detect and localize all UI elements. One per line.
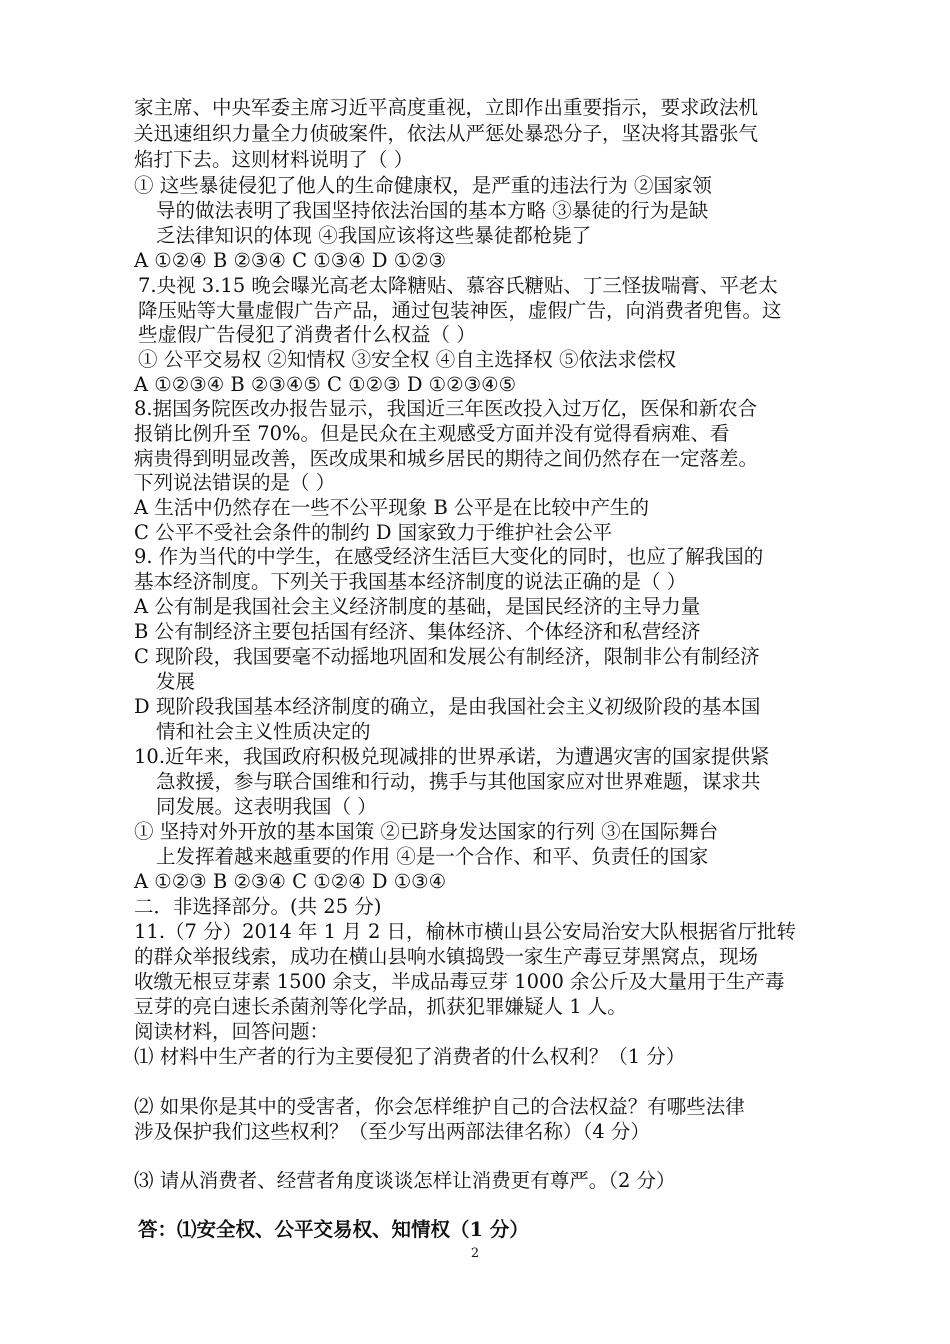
answer-line: 答：⑴安全权、公平交易权、知情权（1 分）: [138, 1218, 529, 1241]
question-10: 10.近年来，我国政府积极兑现减排的世界承诺，为遭遇灾害的国家提供紧: [134, 745, 770, 768]
section-heading: 二．非选择部分。(共 25 分): [134, 895, 382, 918]
text-line: 涉及保护我们这些权利？（至少写出两部法律名称）（4 分）: [134, 1120, 650, 1143]
text-line: 的群众举报线索，成功在横山县响水镇捣毁一家生产毒豆芽黑窝点，现场: [134, 945, 759, 968]
text-line: 上发挥着越来越重要的作用 ④是一个合作、和平、负责任的国家: [156, 845, 709, 868]
text-line: 豆芽的亮白速长杀菌剂等化学品，抓获犯罪嫌疑人 1 人。: [134, 995, 627, 1018]
text-line: D 现阶段我国基本经济制度的确立，是由我国社会主义初级阶段的基本国: [134, 695, 761, 718]
text-line: 降压贴等大量虚假广告产品，通过包装神医，虚假广告，向消费者兜售。这: [138, 299, 782, 322]
text-line: 下列说法错误的是（ ）: [134, 471, 336, 494]
text-line: A ①②③④ B ②③④⑤ C ①②③ D ①②③④⑤: [134, 373, 517, 396]
text-line: ① 公平交易权 ②知情权 ③安全权 ④自主选择权 ⑤依法求偿权: [138, 348, 676, 371]
question-8: 8.据国务院医改办报告显示，我国近三年医改投入过万亿，医保和新农合: [134, 397, 758, 420]
page-number: 2: [470, 1246, 480, 1261]
text-line: A 公有制是我国社会主义经济制度的基础，是国民经济的主导力量: [134, 595, 701, 618]
text-line: 急救援，参与联合国维和行动，携手与其他国家应对世界难题，谋求共: [156, 770, 761, 793]
text-line: 发展: [156, 670, 196, 693]
text-line: ① 坚持对外开放的基本国策 ②已跻身发达国家的行列 ③在国际舞台: [134, 820, 719, 843]
question-11: 11.（7 分）2014 年 1 月 2 日，榆林市横山县公安局治安大队根据省厅批转: [134, 920, 797, 943]
text-line: B 公有制经济主要包括国有经济、集体经济、个体经济和私营经济: [134, 620, 701, 643]
text-line: A 生活中仍然存在一些不公平现象 B 公平是在比较中产生的: [134, 496, 650, 519]
text-line: 导的做法表明了我国坚持依法治国的基本方略 ③暴徒的行为是缺: [156, 199, 709, 222]
text-line: C 公平不受社会条件的制约 D 国家致力于维护社会公平: [134, 521, 613, 544]
sub-question-1: ⑴ 材料中生产者的行为主要侵犯了消费者的什么权利？（1 分）: [134, 1045, 686, 1068]
question-9: 9. 作为当代的中学生，在感受经济生活巨大变化的同时，也应了解我国的: [134, 545, 764, 568]
question-7: 7.央视 3.15 晚会曝光高老太降糖贴、慕容氏糖贴、丁三怪拔喘膏、平老太: [138, 274, 778, 297]
text-line: 焰打下去。这则材料说明了（ ）: [134, 148, 414, 171]
text-line: 病贵得到明显改善，医改成果和城乡居民的期待之间仍然存在一定落差。: [134, 447, 759, 470]
sub-question-2: ⑵ 如果你是其中的受害者，你会怎样维护自己的合法权益？有哪些法律: [134, 1095, 745, 1118]
text-line: 关迅速组织力量全力侦破案件，依法从严惩处暴恐分子，坚决将其嚣张气: [134, 122, 759, 145]
text-line: 阅读材料，回答问题：: [134, 1020, 330, 1043]
text-line: C 现阶段，我国要毫不动摇地巩固和发展公有制经济，限制非公有制经济: [134, 645, 760, 668]
text-line: A ①②④ B ②③④ C ①③④ D ①②③: [134, 249, 447, 272]
text-line: 基本经济制度。下列关于我国基本经济制度的说法正确的是（ ）: [134, 570, 687, 593]
text-line: 情和社会主义性质决定的: [156, 720, 371, 743]
text-line: 乏法律知识的体现 ④我国应该将这些暴徒都枪毙了: [156, 224, 592, 247]
text-line: A ①②③ B ②③④ C ①②④ D ①③④: [134, 870, 447, 893]
text-line: 报销比例升至 70%。但是民众在主观感受方面并没有觉得看病难、看: [134, 422, 730, 445]
sub-question-3: ⑶ 请从消费者、经营者角度谈谈怎样让消费更有尊严。（2 分）: [134, 1169, 676, 1192]
text-line: 同发展。这表明我国（ ）: [156, 795, 377, 818]
text-line: 收缴无根豆芽素 1500 余支，半成品毒豆芽 1000 余公斤及大量用于生产毒: [134, 970, 785, 993]
text-line: 家主席、中央军委主席习近平高度重视，立即作出重要指示，要求政法机: [134, 96, 759, 119]
text-line: 些虚假广告侵犯了消费者什么权益（ ）: [138, 323, 476, 346]
text-line: ① 这些暴徒侵犯了他人的生命健康权，是严重的违法行为 ②国家领: [134, 174, 712, 197]
